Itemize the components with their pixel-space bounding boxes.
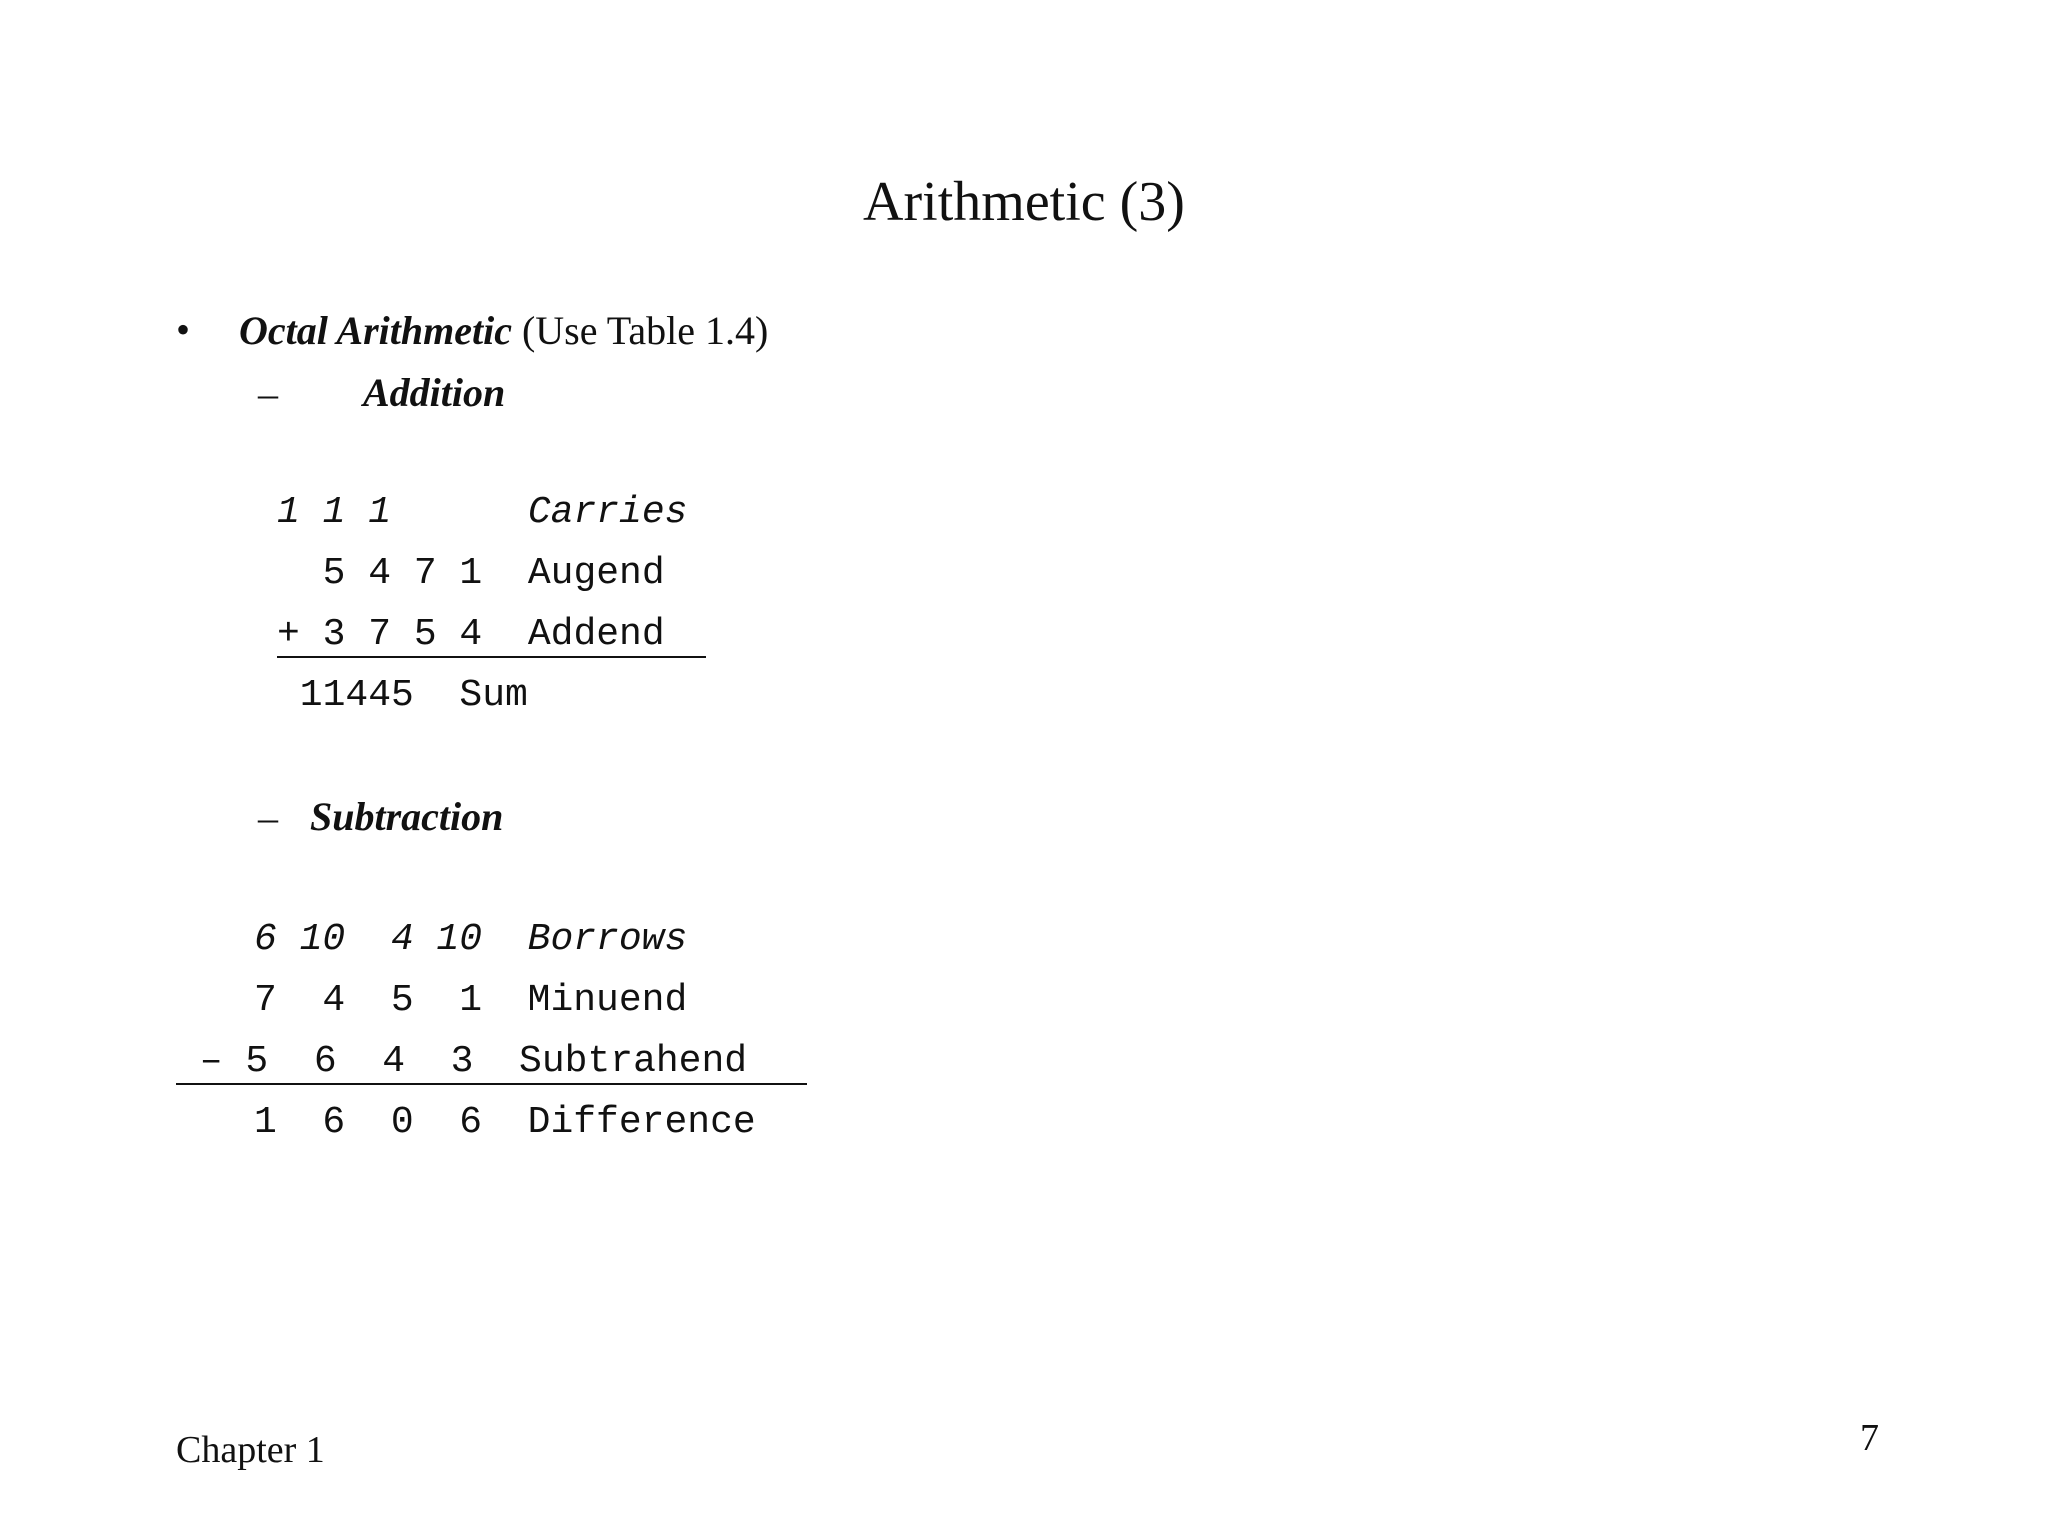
subtraction-heading: Subtraction <box>310 794 504 839</box>
bullet-marker: • <box>176 307 191 352</box>
bullet-rest: (Use Table 1.4) <box>511 308 769 353</box>
addition-heading: Addition <box>363 370 506 415</box>
slide-title: Arithmetic (3) <box>863 171 1185 233</box>
addition-dash: – <box>258 371 278 416</box>
addition-augend-line: 5 4 7 1 Augend <box>277 552 665 595</box>
subtraction-dash: – <box>258 795 278 840</box>
footer-page-number: 7 <box>1860 1417 1879 1459</box>
footer-chapter: Chapter 1 <box>176 1429 325 1471</box>
bullet-emphasis: Octal Arithmetic <box>239 308 512 353</box>
subtraction-subtrahend-line: – 5 6 4 3 Subtrahend <box>177 1040 748 1083</box>
subtraction-borrows-line: 6 10 4 10 Borrows <box>254 918 688 961</box>
bullet-octal-arithmetic <box>239 306 768 356</box>
subtraction-minuend-line: 7 4 5 1 Minuend <box>254 979 688 1022</box>
subtraction-difference-line: 1 6 0 6 Difference <box>254 1101 756 1144</box>
addition-carries-line: 1 1 1 Carries <box>277 491 688 534</box>
addition-sum-line: 11445 Sum <box>277 674 528 717</box>
subtraction-difference-rule <box>176 1083 807 1085</box>
addition-sum-rule <box>277 656 706 658</box>
addition-addend-line: + 3 7 5 4 Addend <box>277 613 665 656</box>
